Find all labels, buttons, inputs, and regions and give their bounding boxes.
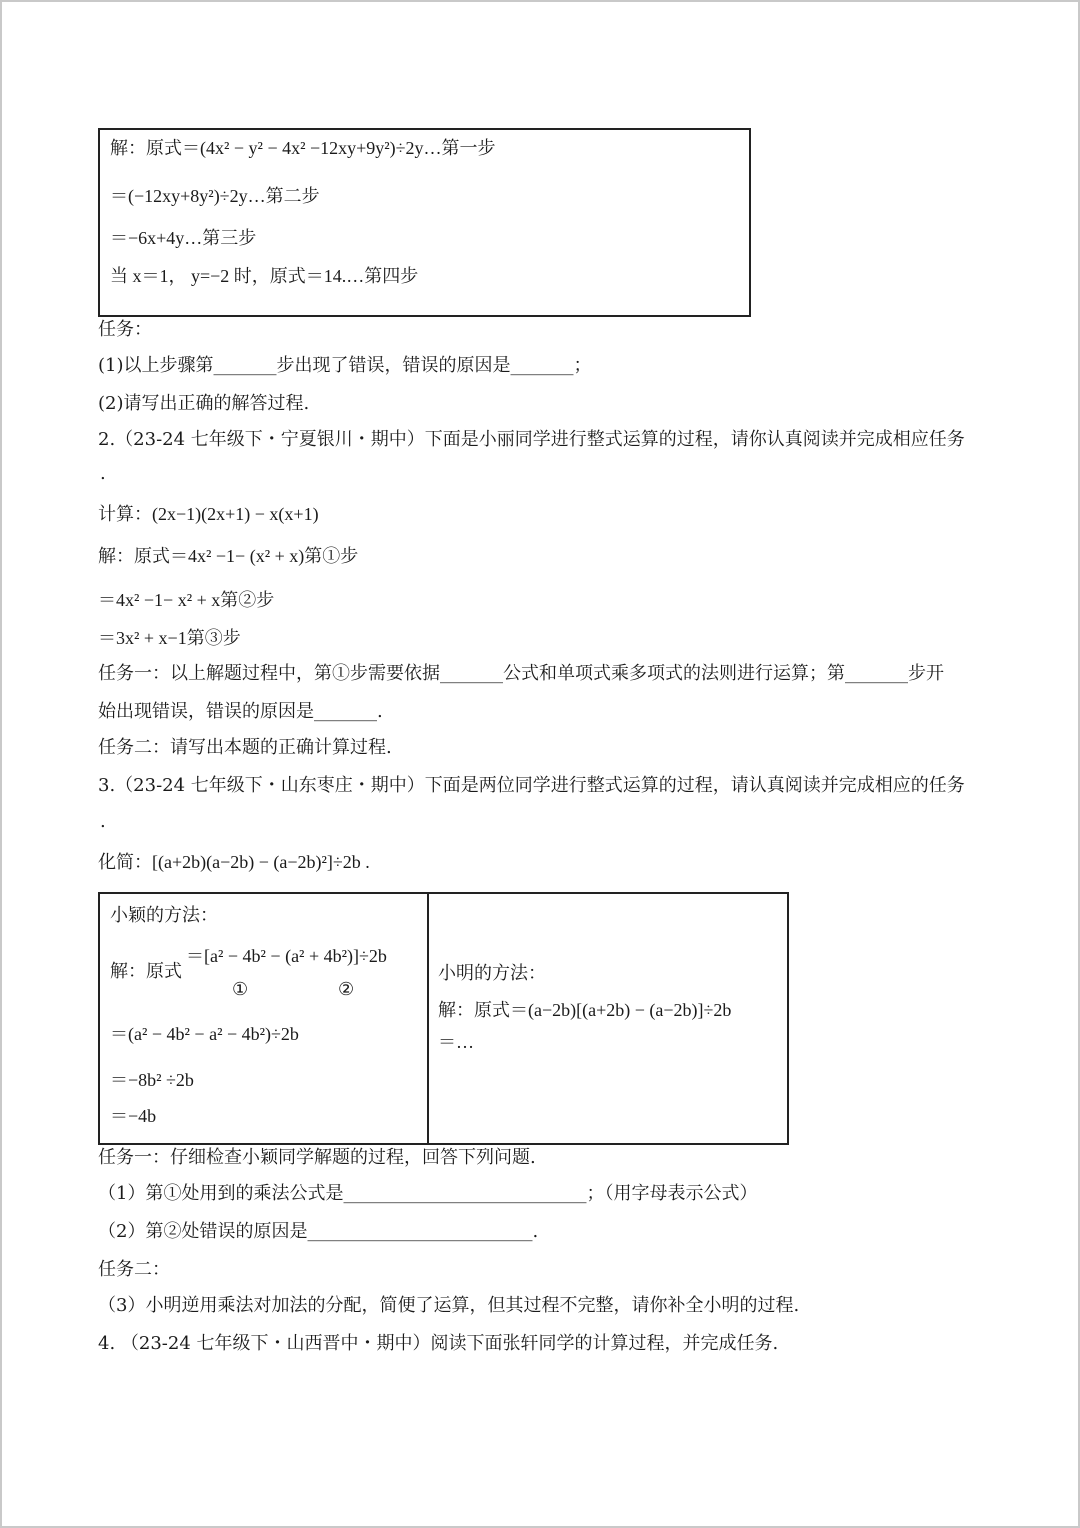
q3-header-dot: . — [100, 811, 106, 832]
q4-header: 4. （23-24 七年级下・山西晋中・期中）阅读下面张轩同学的计算过程，并完成任务. — [98, 1333, 779, 1354]
xiaoying-step-3: ＝−8b² ÷2b — [110, 1070, 194, 1090]
xiaoming-solution: 解：原式＝(a−2b)[(a+2b) − (a−2b)]÷2b — [438, 1000, 732, 1020]
q2-solution-step-3: ＝3x² + x−1第③步 — [98, 628, 241, 648]
xiaoying-method-title: 小颖的方法： — [110, 905, 218, 926]
solution-step-3: ＝−6x+4y…第三步 — [110, 228, 257, 248]
q3-sub-1: （1）第①处用到的乘法公式是___________________________；（用字母表示公式） — [98, 1183, 758, 1204]
solution-step-4: 当 x＝1， y=−2 时，原式＝14.…第四步 — [110, 266, 419, 286]
q2-task-2: 任务二：请写出本题的正确计算过程. — [98, 737, 392, 758]
q2-task-1-line-2: 始出现错误，错误的原因是_______. — [98, 701, 383, 722]
marker-1: ① — [232, 979, 249, 1000]
q3-simplify: 化简：[(a+2b)(a−2b) − (a−2b)²]÷2b . — [98, 852, 370, 872]
solution-box-1 — [98, 128, 751, 317]
q1-task-title: 任务： — [98, 319, 152, 340]
q3-task-2: 任务二： — [98, 1259, 170, 1280]
q2-solution-step-1: 解：原式＝4x² −1− (x² + x)第①步 — [98, 546, 359, 566]
table-divider — [427, 894, 429, 1143]
q2-solution-step-2: ＝4x² −1− x² + x第②步 — [98, 590, 275, 610]
q2-header: 2.（23-24 七年级下・宁夏银川・期中）下面是小丽同学进行整式运算的过程，请你认真阅读并完成相应任务 — [98, 429, 965, 450]
xiaoying-solution-label: 解：原式 — [110, 961, 182, 982]
q3-task-1: 任务一：仔细检查小颖同学解题的过程，回答下列问题. — [98, 1147, 536, 1168]
xiaoming-method-title: 小明的方法： — [438, 963, 546, 984]
xiaoying-step-4: ＝−4b — [110, 1106, 157, 1126]
q3-header: 3.（23-24 七年级下・山东枣庄・期中）下面是两位同学进行整式运算的过程，请认真阅读并完成相应的任务 — [98, 775, 965, 796]
q3-sub-3: （3）小明逆用乘法对加法的分配，简便了运算，但其过程不完整，请你补全小明的过程. — [98, 1295, 800, 1316]
methods-table — [98, 892, 789, 1145]
xiaoming-continuation: ＝… — [438, 1032, 474, 1052]
q2-header-dot: . — [100, 463, 106, 484]
solution-step-1: 解：原式＝(4x² − y² − 4x² −12xy+9y²)÷2y…第一步 — [110, 138, 496, 158]
solution-step-2: ＝(−12xy+8y²)÷2y…第二步 — [110, 186, 320, 206]
marker-2: ② — [338, 979, 355, 1000]
q1-task-1: (1)以上步骤第_______步出现了错误，错误的原因是_______； — [98, 355, 592, 376]
xiaoying-step-2: ＝(a² − 4b² − a² − 4b²)÷2b — [110, 1024, 299, 1044]
q2-calc: 计算：(2x−1)(2x+1) − x(x+1) — [98, 504, 319, 524]
q2-task-1-line-1: 任务一：以上解题过程中，第①步需要依据_______公式和单项式乘多项式的法则进行运算；第_______步开 — [98, 663, 944, 684]
q1-task-2: (2)请写出正确的解答过程. — [98, 393, 310, 414]
xiaoying-solution-expr: ＝[a² − 4b² − (a² + 4b²)]÷2b — [186, 946, 387, 966]
q3-sub-2: （2）第②处错误的原因是_________________________. — [98, 1221, 539, 1242]
